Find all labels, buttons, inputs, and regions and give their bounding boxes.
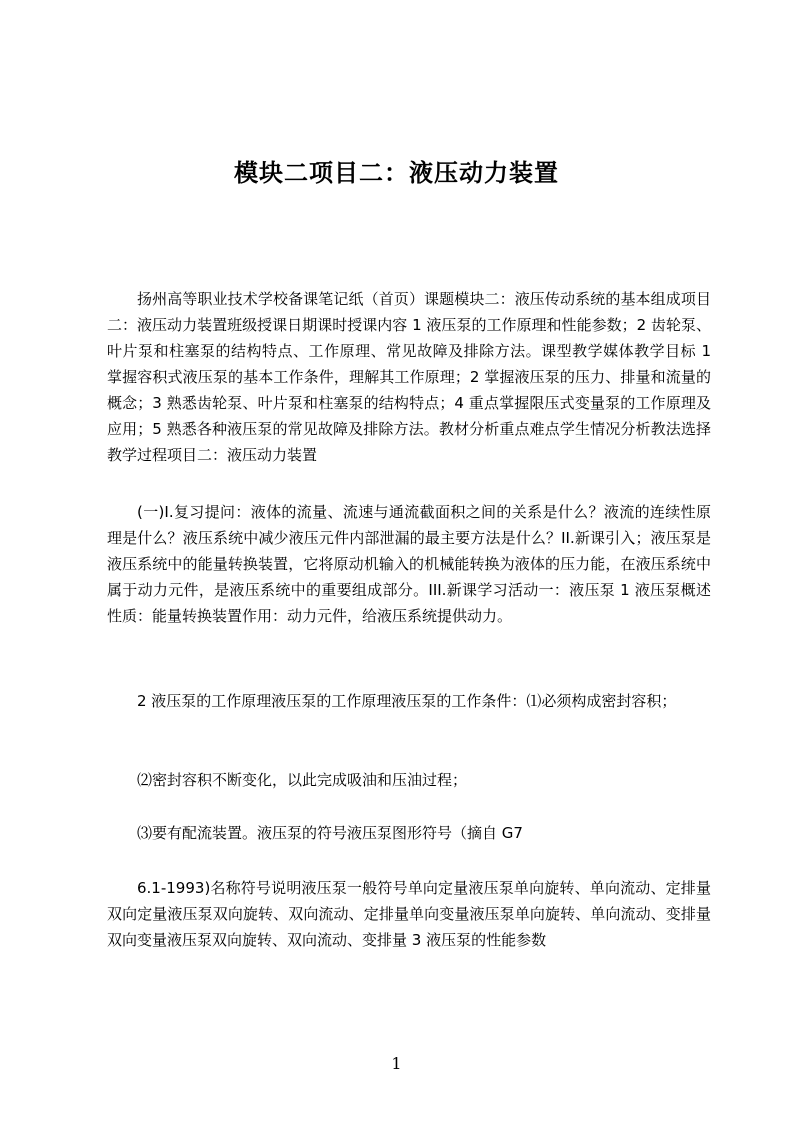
paragraph-review-and-intro: (一)I.复习提问：液体的流量、流速与通流截面积之间的关系是什么？液流的连续性原理是什么？液压系统中减少液压元件内部泄漏的最主要方法是什么？II.新课引入；液压泵是液压系统中的能量转换装置，它将原动机输入的机械能转换为液体的压力能，在液压系统中属于动力元件，是液压系统中的重要组成部分。III.新课学习活动一：液压泵 1 液压泵概述性质：能量转换装置作用：动力元件，给液压系统提供动力。 [107,503,711,625]
paragraph-condition-3: ⑶要有配流装置。液压泵的符号液压泵图形符号（摘自 G7 [137,824,523,842]
paragraph-condition-2: ⑵密封容积不断变化，以此完成吸油和压油过程； [137,771,468,789]
paragraph-working-principle: 2 液压泵的工作原理液压泵的工作原理液压泵的工作条件：⑴必须构成密封容积； [137,692,677,710]
paragraph-symbols: 6.1-1993)名称符号说明液压泵一般符号单向定量液压泵单向旋转、单向流动、定排量双向定量液压泵双向旋转、双向流动、定排量单向变量液压泵单向旋转、单向流动、变排量双向变量液压泵双向旋转、双向流动、变排量 3 液压泵的性能参数 [107,879,711,949]
page-number: 1 [391,1054,402,1073]
document-title: 模块二项目二：液压动力装置 [234,159,559,188]
paragraph-lesson-overview: 扬州高等职业技术学校备课笔记纸（首页）课题模块二：液压传动系统的基本组成项目二：液压动力装置班级授课日期课时授课内容 1 液压泵的工作原理和性能参数；2 齿轮泵、叶片泵和柱塞泵的结构特点、工作原理、常见故障及排除方法。课型教学媒体教学目标 1 掌握容积式液压泵的基本工作条件，理解其工作原理；2 掌握液压泵的压力、排量和流量的概念；3 熟悉齿轮泵、叶片泵和柱塞泵的结构特点；4 重点掌握限压式变量泵的工作原理及应用；5 熟悉各种液压泵的常见故障及排除方法。教材分析重点难点学生情况分析教法选择教学过程项目二：液压动力装置 [107,290,711,464]
